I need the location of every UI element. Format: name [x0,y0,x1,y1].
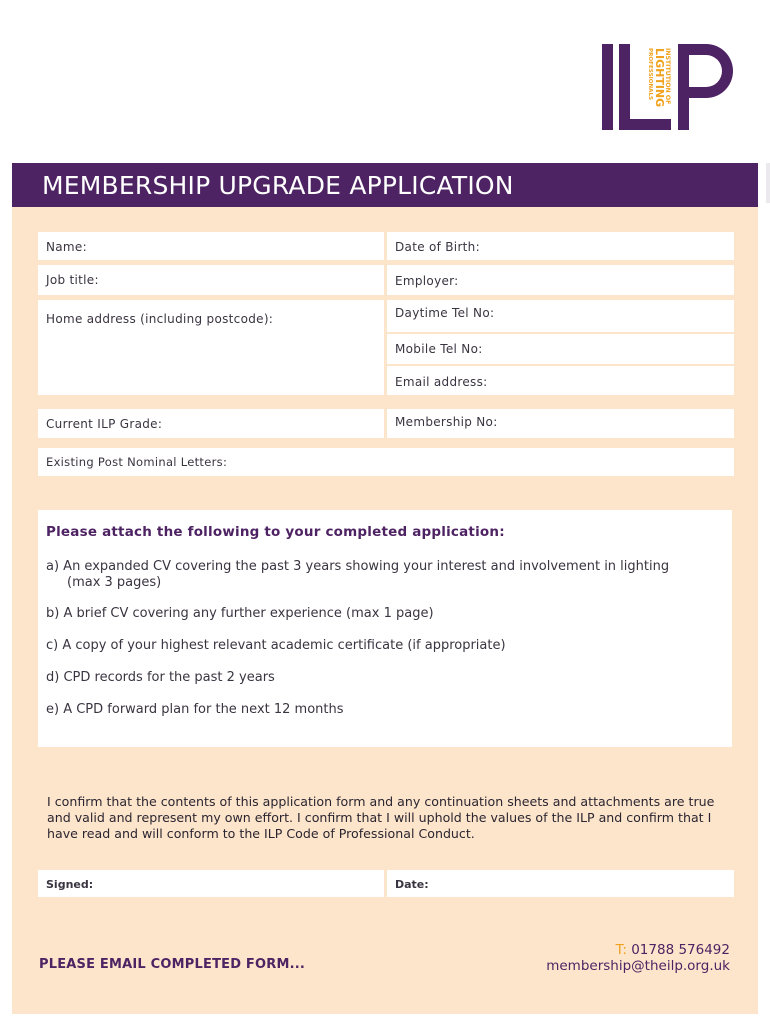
list-item: d) CPD records for the past 2 years [46,670,275,685]
list-item: a) An expanded CV covering the past 3 years showing your interest and involvement in lighting (max 3 pages) [46,559,670,590]
dob-field[interactable] [387,232,734,260]
svg-text:LIGHTING: LIGHTING [653,48,666,108]
home-address-label: Home address (including postcode): [46,312,274,326]
svg-text:PROFESSIONALS: PROFESSIONALS [647,48,653,101]
dob-label: Date of Birth: [395,240,480,254]
telephone-number: 01788 576492 [631,942,730,958]
job-title-label: Job title: [46,273,99,287]
mobile-tel-field[interactable] [387,334,734,364]
post-nominal-label: Existing Post Nominal Letters: [46,455,228,469]
contact-info [546,942,730,974]
date-label: Date: [395,878,429,891]
page-edge-mark [766,163,770,203]
name-field[interactable] [38,232,384,260]
email-label: Email address: [395,375,488,389]
attachments-heading: Please attach the following to your completed application: [46,524,505,540]
home-address-field[interactable] [38,300,384,395]
post-nominal-field[interactable] [38,448,734,476]
logo-letter-i [602,44,613,130]
daytime-tel-label: Daytime Tel No: [395,306,495,320]
list-item: b) A brief CV covering any further experience (max 1 page) [46,606,434,621]
current-grade-label: Current ILP Grade: [46,417,163,431]
attachments-box [38,510,732,747]
email-form-cta: PLEASE EMAIL COMPLETED FORM... [39,957,306,972]
ilp-logo [600,42,736,134]
date-field[interactable] [387,870,734,897]
email-field[interactable] [387,366,734,395]
membership-no-field[interactable] [387,409,734,438]
employer-field[interactable] [387,265,734,295]
list-item: c) A copy of your highest relevant academic certificate (if appropriate) [46,638,506,653]
list-item: e) A CPD forward plan for the next 12 months [46,702,344,717]
membership-email-link[interactable]: membership@theilp.org.uk [546,958,730,974]
logo-letter-p [678,44,733,130]
page-title: MEMBERSHIP UPGRADE APPLICATION [42,171,514,200]
name-label: Name: [46,240,87,254]
job-title-field[interactable] [38,265,384,295]
confirmation-text: I confirm that the contents of this application form and any continuation sheets and attachments are true and valid and represent my own effort. I confirm that I will uphold the values of the ILP and confirm that I have read and will conform to the ILP Code of Professional Conduct. [47,794,715,841]
svg-text:INSTITUTION OF: INSTITUTION OF [664,48,671,105]
logo-tagline [647,48,671,107]
tel-prefix: T: [615,942,627,958]
mobile-tel-label: Mobile Tel No: [395,342,483,356]
signed-label: Signed: [46,878,94,891]
membership-no-label: Membership No: [395,415,498,429]
daytime-tel-field[interactable] [387,300,734,332]
title-bar [12,163,758,207]
signed-field[interactable] [38,870,384,897]
current-grade-field[interactable] [38,409,384,438]
telephone-line [546,942,730,958]
employer-label: Employer: [395,274,459,288]
